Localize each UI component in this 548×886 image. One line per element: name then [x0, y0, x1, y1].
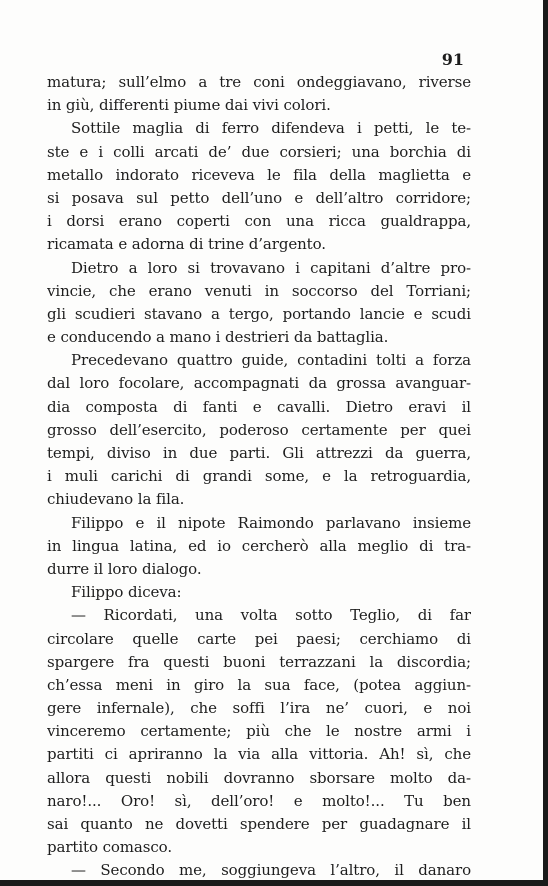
text-line: Filippo diceva: [71, 583, 182, 602]
text-line: tempi, diviso in due parti. Gli attrezzi da guerra, [47, 444, 471, 462]
page-number: 91 [441, 50, 464, 69]
text-line: durre il loro dialogo. [47, 559, 202, 578]
text-line: ste e i colli arcati de’ due corsieri; una borchia di [47, 142, 471, 161]
text-line: dal loro focolare, accompagnati da grossa avanguar- [47, 374, 471, 393]
text-line: Dietro a loro si trovavano i capitani d’altre pro- [71, 258, 471, 277]
text-line: naro!... Oro! sì, dell’oro! e molto!... Tu ben [47, 791, 471, 810]
text-line: gere infernale), che soffi l’ira ne’ cuori, e noi [47, 699, 471, 718]
text-line: matura; sull’elmo a tre coni ondeggiavano, riverse [47, 73, 471, 91]
text-line: gli scudieri stavano a tergo, portando lancie e scudi [47, 304, 471, 323]
text-line: sai quanto ne dovetti spendere per guadagnare il [47, 815, 471, 833]
text-line: — Ricordati, una volta sotto Teglio, di far [71, 606, 471, 625]
text-line: ch’essa meni in giro la sua face, (potea aggiun- [47, 675, 471, 694]
text-line: vinceremo certamente; più che le nostre armi i [47, 722, 471, 741]
text-line: Precedevano quattro guide, contadini tolti a forza [71, 351, 471, 370]
text-line: dia composta di fanti e cavalli. Dietro eravi il [47, 397, 471, 416]
text-line: — Secondo me, soggiungeva l’altro, il danaro [71, 861, 471, 880]
text-line: chiudevano la fila. [47, 490, 185, 509]
text-line: vincie, che erano venuti in soccorso del Torriani; [47, 281, 471, 300]
text-line: circolare quelle carte pei paesi; cerchiamo di [47, 629, 471, 648]
text-line: spargere fra questi buoni terrazzani la discordia; [47, 652, 471, 671]
text-line: grosso dell’esercito, poderoso certamente per quei [47, 420, 471, 439]
text-line: i dorsi erano coperti con una ricca gualdrappa, [47, 212, 471, 231]
text-line: Filippo e il nipote Raimondo parlavano insieme [71, 513, 471, 532]
body-text [47, 71, 471, 883]
text-line: in lingua latina, ed io cercherò alla meglio di tra- [47, 536, 471, 555]
text-line: Sottile maglia di ferro difendeva i petti, le te- [71, 119, 471, 138]
text-line: in giù, differenti piume dai vivi colori. [47, 96, 331, 115]
text-line: partiti ci apriranno la via alla vittoria. Ah! sì, che [47, 745, 471, 764]
text-line: partito comasco. [47, 838, 172, 857]
text-line: e conducendo a mano i destrieri da battaglia. [47, 328, 389, 347]
text-line: metallo indorato riceveva le fila della maglietta e [47, 165, 471, 184]
text-line: si posava sul petto dell’uno e dell’altro corridore; [47, 188, 471, 207]
text-line: allora questi nobili dovranno sborsare molto da- [47, 768, 471, 787]
text-line: i muli carichi di grandi some, e la retroguardia, [47, 467, 471, 486]
text-line: ricamata e adorna di trine d’argento. [47, 235, 326, 254]
